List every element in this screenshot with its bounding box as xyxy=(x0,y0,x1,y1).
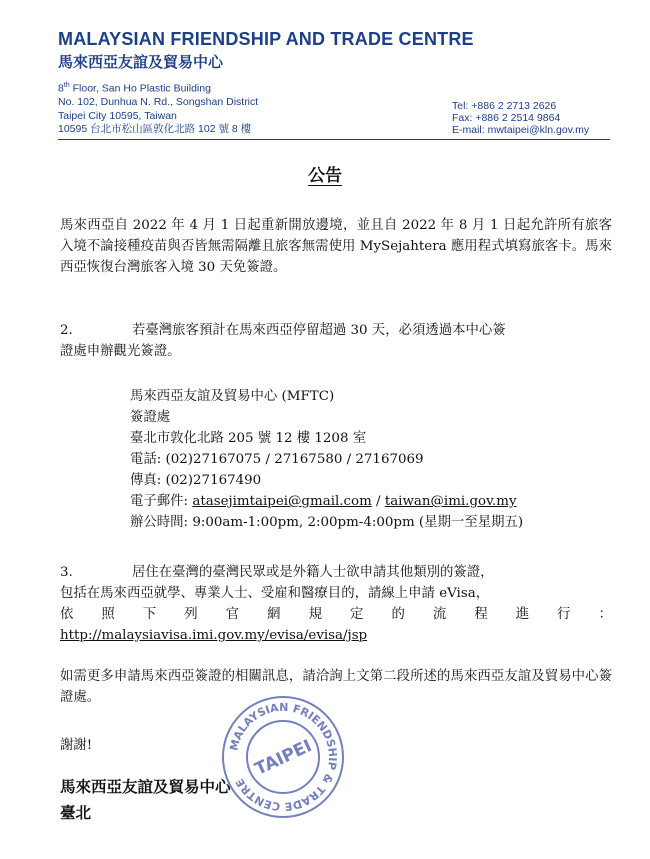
paragraph-3 xyxy=(60,562,612,646)
paragraph-2 xyxy=(60,320,612,362)
header-divider xyxy=(58,139,610,140)
contact-tel: Tel: +886 2 2713 2626 xyxy=(452,100,557,112)
address-line-3: Taipei City 10595, Taiwan xyxy=(58,109,177,122)
org-name-english: MALAYSIAN FRIENDSHIP AND TRADE CENTRE xyxy=(58,29,474,49)
paragraph-3-line-3: 依照下列官網規定的流程進行： xyxy=(60,607,612,622)
office-email: 電子郵件: atasejimtaipei@gmail.com / taiwan@imi.gov.my xyxy=(130,494,517,509)
paragraph-2-line-2: 證處申辦觀光簽證。 xyxy=(60,344,181,359)
signature-city: 臺北 xyxy=(60,804,92,822)
office-hours: 辦公時間: 9:00am-1:00pm, 2:00pm-4:00pm (星期一至星期五) xyxy=(130,515,524,530)
office-name: 馬來西亞友誼及貿易中心 (MFTC) xyxy=(130,389,335,404)
paragraph-4: 如需更多申請馬來西亞簽證的相關訊息，請洽詢上文第二段所述的馬來西亞友誼及貿易中心簽證處。 xyxy=(60,669,612,705)
evisa-url-link[interactable]: http://malaysiavisa.imi.gov.my/evisa/evisa/jsp xyxy=(60,628,368,643)
email-link-1[interactable]: atasejimtaipei@gmail.com xyxy=(192,494,372,509)
signature-org: 馬來西亞友誼及貿易中心 xyxy=(60,778,231,796)
visa-office-info xyxy=(130,386,523,533)
contact-email: E-mail: mwtaipei@kln.gov.my xyxy=(452,124,590,136)
seal-center-text: TAIPEI xyxy=(251,736,315,780)
office-dept: 簽證處 xyxy=(130,410,171,425)
org-name-chinese: 馬來西亞友誼及貿易中心 xyxy=(58,53,224,71)
paragraph-3-number: 3. xyxy=(60,565,73,580)
email-link-2[interactable]: taiwan@imi.gov.my xyxy=(384,494,517,509)
office-phone: 電話: (02)27167075 / 27167580 / 27167069 xyxy=(130,452,424,467)
closing-thanks: 謝謝! xyxy=(60,738,93,753)
paragraph-2-number: 2. xyxy=(60,323,73,338)
address-line-4: 10595 台北市松山區敦化北路 102 號 8 樓 xyxy=(58,123,252,135)
paragraph-1: 馬來西亞自 2022 年 4 月 1 日起重新開放邊境，並且自 2022 年 8 月 1 日起允許所有旅客入境不論接種疫苗與否皆無需隔離且旅客無需使用 MySejahtera 應用程式填寫旅客卡。馬來西亞恢復台灣旅客入境 30 天免簽證。 xyxy=(60,218,612,275)
address-line-1: 8th Floor, San Ho Plastic Building xyxy=(58,82,211,95)
office-address: 臺北市敦化北路 205 號 12 樓 1208 室 xyxy=(130,431,367,446)
contact-block xyxy=(452,100,589,136)
paragraph-3-line-2: 包括在馬來西亞就學、專業人士、受雇和醫療目的，請線上申請 eVisa， xyxy=(60,586,490,601)
paragraph-2-line-1: 2. 若臺灣旅客預計在馬來西亞停留超過 30 天，必須透過本中心簽 xyxy=(60,320,612,341)
seal-ring-text: MALAYSIAN FRIENDSHIP & TRADE CENTRE xyxy=(227,700,340,814)
official-seal xyxy=(218,692,348,822)
address-line-2: No. 102, Dunhua N. Rd., Songshan District xyxy=(58,96,259,108)
address-block xyxy=(58,79,258,137)
paragraph-3-line-1: 3. 居住在臺灣的臺灣民眾或是外籍人士欲申請其他類別的簽證， xyxy=(60,562,612,583)
contact-fax: Fax: +886 2 2514 9864 xyxy=(452,112,561,124)
office-fax: 傳真: (02)27167490 xyxy=(130,473,262,488)
signature-block xyxy=(60,774,231,826)
notice-title: 公告 xyxy=(308,166,342,186)
